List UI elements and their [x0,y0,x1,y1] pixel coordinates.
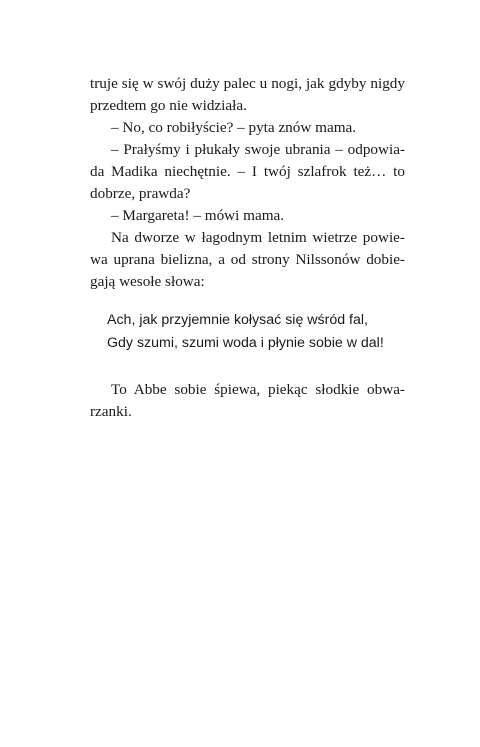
verse-line: Gdy szumi, szumi woda i płynie sobie w dal! [107,335,384,351]
text-line: da Madika niechętnie. – I twój szlafrok też… to [90,163,405,180]
closing-paragraph [90,379,405,423]
paragraph-1 [90,73,405,117]
text-line: Na dworze w łagodnym letnim wietrze powie- [111,229,405,246]
paragraph-2 [90,117,405,139]
text-line: – Margareta! – mówi mama. [111,207,285,224]
text-line: dobrze, prawda? [90,185,191,202]
song-verse [107,309,405,355]
paragraph-3 [90,139,405,205]
verse-line: Ach, jak przyjemnie kołysać się wśród fal, [107,312,368,328]
paragraph-5 [90,227,405,293]
text-line: truje się w swój duży palec u nogi, jak gdyby nigdy [90,75,405,92]
text-line: – No, co robiłyście? – pyta znów mama. [111,119,357,136]
text-line: rzanki. [90,403,132,420]
text-line: przedtem go nie widziała. [90,97,247,114]
text-line: gają wesołe słowa: [90,273,205,290]
book-page [90,73,405,423]
text-line: wa uprana bielizna, a od strony Nilssonów dobie- [90,251,405,268]
text-line: – Prałyśmy i płukały swoje ubrania – odpowia- [111,141,405,158]
text-line: To Abbe sobie śpiewa, piekąc słodkie obwa- [111,381,405,398]
paragraph-4 [90,205,405,227]
